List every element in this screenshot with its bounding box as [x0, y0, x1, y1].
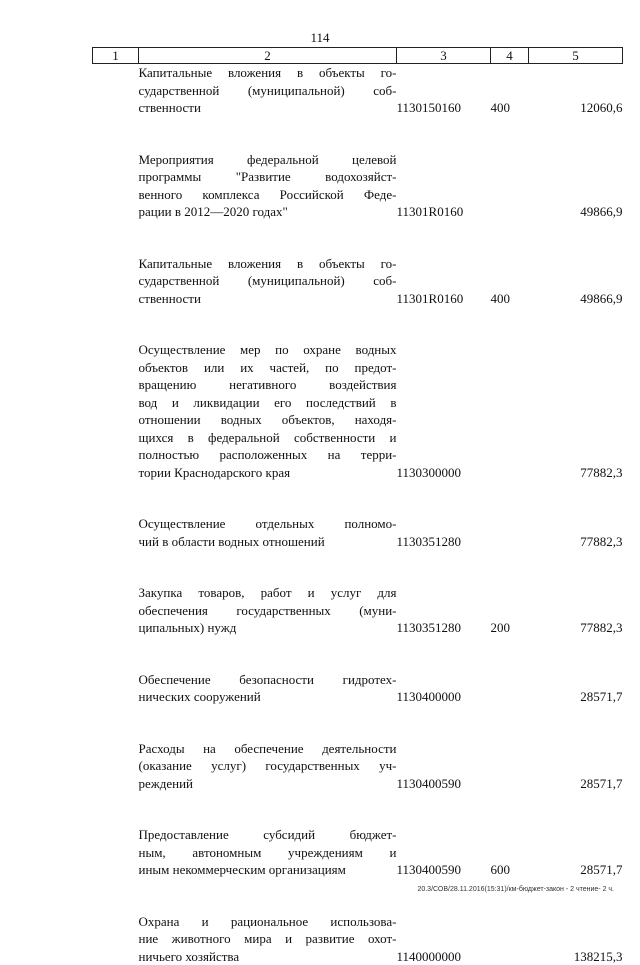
- row-name-line: объектов или их частей, по предот-: [139, 359, 397, 377]
- row-vr: [491, 913, 529, 965]
- row-amount: 28571,7: [529, 740, 623, 793]
- row-spacer: [93, 879, 623, 913]
- row-name-line: рации в 2012—2020 годах": [139, 203, 397, 221]
- row-code: 11301R0160: [397, 255, 491, 308]
- row-spacer: [93, 550, 623, 584]
- row-name-line: Расходы на обеспечение деятельности: [139, 740, 397, 758]
- row-spacer: [93, 706, 623, 740]
- row-name-line: Обеспечение безопасности гидротех-: [139, 671, 397, 689]
- header-row: [93, 48, 623, 64]
- row-name: [93, 740, 397, 793]
- row-name-line: Осуществление отдельных полномо-: [139, 515, 397, 533]
- table-row: [93, 255, 623, 308]
- footer-note: 20.3/СОВ/28.11.2016(15:31)/км-бюджет-закон - 2 чтение- 2 ч.: [417, 886, 614, 893]
- row-name-line: вод и ликвидации его последствий в: [139, 394, 397, 412]
- row-name: [93, 913, 397, 965]
- table-row: [93, 826, 623, 879]
- table-row: [93, 515, 623, 550]
- row-vr: [491, 671, 529, 706]
- table-row: [93, 341, 623, 481]
- row-code: 1130400590: [397, 826, 491, 879]
- row-code: 1130351280: [397, 584, 491, 637]
- table-row: [93, 151, 623, 221]
- row-code: 1130351280: [397, 515, 491, 550]
- row-vr: 600: [491, 826, 529, 879]
- header-col-4: 4: [491, 48, 529, 64]
- row-name-line: Капитальные вложения в объекты го-: [139, 64, 397, 82]
- row-name-line: сударственной (муниципальной) соб-: [139, 272, 397, 290]
- row-amount: 12060,6: [529, 64, 623, 117]
- row-name: [93, 671, 397, 706]
- budget-table: [92, 47, 623, 965]
- table-row: [93, 64, 623, 117]
- row-code: 1140000000: [397, 913, 491, 965]
- row-name-line: ственности: [139, 99, 397, 117]
- header-col-3: 3: [397, 48, 491, 64]
- row-name-line: программы "Развитие водохозяйст-: [139, 168, 397, 186]
- row-amount: 49866,9: [529, 255, 623, 308]
- table-row: [93, 740, 623, 793]
- row-amount: 49866,9: [529, 151, 623, 221]
- row-name-line: Закупка товаров, работ и услуг для: [139, 584, 397, 602]
- row-vr: 400: [491, 64, 529, 117]
- table-row: [93, 671, 623, 706]
- header-col-2: 2: [139, 48, 397, 64]
- row-name-line: сударственной (муниципальной) соб-: [139, 82, 397, 100]
- row-name-line: щихся в федеральной собственности и: [139, 429, 397, 447]
- row-code: 1130150160: [397, 64, 491, 117]
- row-name: [93, 64, 397, 117]
- row-name: [93, 826, 397, 879]
- row-spacer: [93, 221, 623, 255]
- row-spacer: [93, 117, 623, 151]
- row-vr: 200: [491, 584, 529, 637]
- row-name-line: иным некоммерческим организациям: [139, 861, 397, 879]
- row-name-line: Мероприятия федеральной целевой: [139, 151, 397, 169]
- row-name: [93, 151, 397, 221]
- header-col-1: 1: [93, 48, 139, 64]
- row-spacer: [93, 481, 623, 515]
- row-amount: 28571,7: [529, 826, 623, 879]
- row-amount: 77882,3: [529, 584, 623, 637]
- row-code: 11301R0160: [397, 151, 491, 221]
- table-body: [93, 64, 623, 965]
- row-name: [93, 515, 397, 550]
- row-name-line: тории Краснодарского края: [139, 464, 397, 482]
- row-vr: [491, 341, 529, 481]
- row-name-line: обеспечения государственных (муни-: [139, 602, 397, 620]
- row-name-line: полностью расположенных на терри-: [139, 446, 397, 464]
- row-name-line: Охрана и рациональное использова-: [139, 913, 397, 931]
- row-amount: 77882,3: [529, 341, 623, 481]
- row-vr: [491, 515, 529, 550]
- row-name-line: (оказание услуг) государственных уч-: [139, 757, 397, 775]
- row-name-line: Предоставление субсидий бюджет-: [139, 826, 397, 844]
- row-code: 1130400590: [397, 740, 491, 793]
- row-name-line: реждений: [139, 775, 397, 793]
- row-name-line: нических сооружений: [139, 688, 397, 706]
- row-code: 1130300000: [397, 341, 491, 481]
- row-name-line: вращению негативного воздействия: [139, 376, 397, 394]
- row-amount: 138215,3: [529, 913, 623, 965]
- row-vr: 400: [491, 255, 529, 308]
- row-spacer: [93, 792, 623, 826]
- row-spacer: [93, 307, 623, 341]
- row-spacer: [93, 637, 623, 671]
- row-name: [93, 584, 397, 637]
- row-name-line: ние животного мира и развитие охот-: [139, 930, 397, 948]
- row-name-line: чий в области водных отношений: [139, 533, 397, 551]
- page-number: 114: [0, 30, 640, 46]
- row-amount: 28571,7: [529, 671, 623, 706]
- row-name-line: венного комплекса Российской Феде-: [139, 186, 397, 204]
- table-row: [93, 584, 623, 637]
- row-vr: [491, 740, 529, 793]
- row-name-line: ничьего хозяйства: [139, 948, 397, 965]
- table-row: [93, 913, 623, 965]
- row-name: [93, 255, 397, 308]
- row-name-line: Осуществление мер по охране водных: [139, 341, 397, 359]
- row-code: 1130400000: [397, 671, 491, 706]
- row-name-line: ственности: [139, 290, 397, 308]
- row-name-line: Капитальные вложения в объекты го-: [139, 255, 397, 273]
- row-amount: 77882,3: [529, 515, 623, 550]
- row-vr: [491, 151, 529, 221]
- row-name-line: отношении водных объектов, находя-: [139, 411, 397, 429]
- row-name-line: ным, автономным учреждениям и: [139, 844, 397, 862]
- row-name-line: ципальных) нужд: [139, 619, 397, 637]
- header-col-5: 5: [529, 48, 623, 64]
- row-name: [93, 341, 397, 481]
